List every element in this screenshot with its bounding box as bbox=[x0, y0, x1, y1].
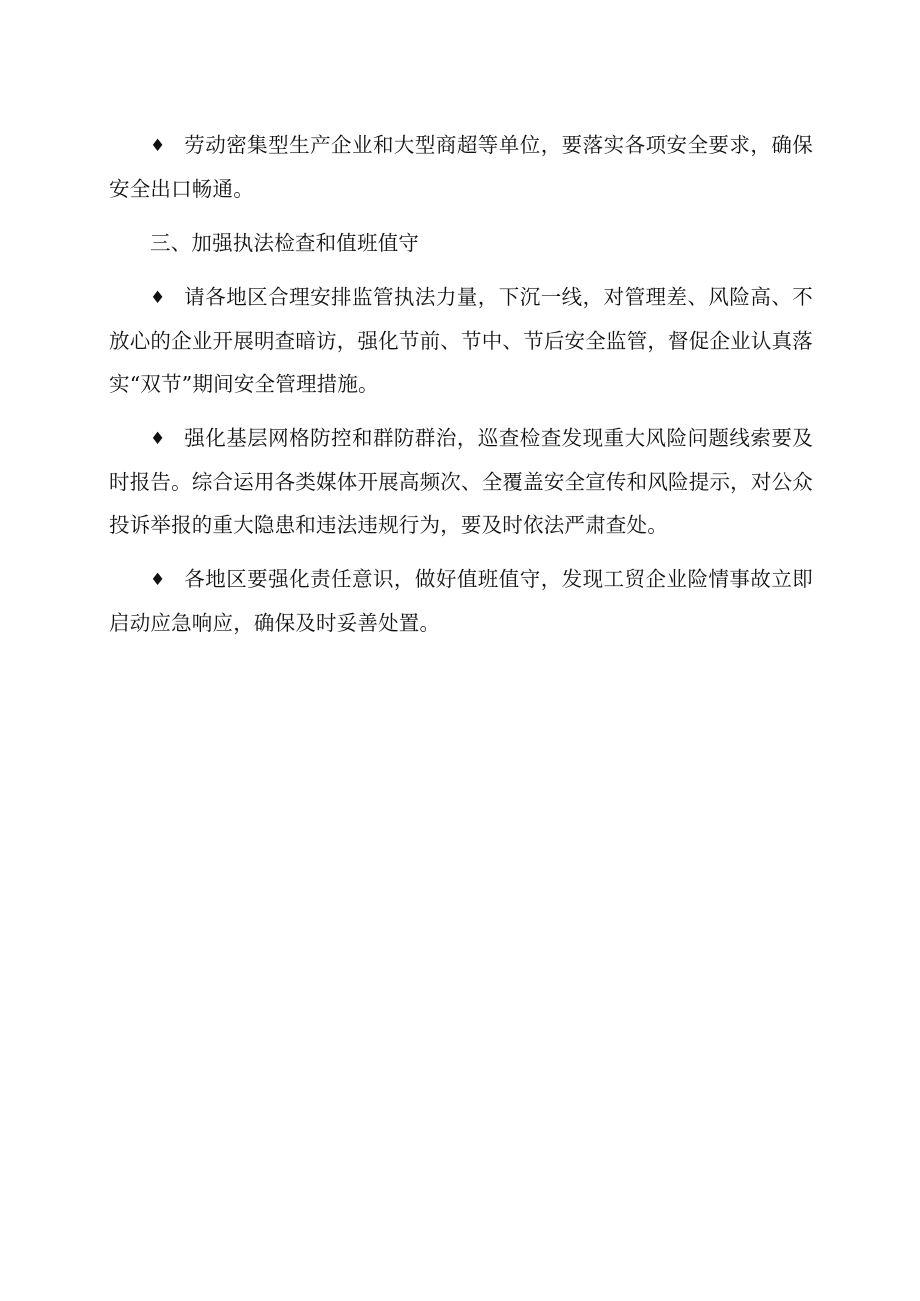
diamond-bullet-icon: ♦ bbox=[150, 429, 166, 449]
paragraph-text: 劳动密集型生产企业和大型商超等单位，要落实各项安全要求，确保安全出口畅通。 bbox=[109, 133, 813, 201]
bullet-paragraph-1 bbox=[109, 124, 813, 211]
diamond-bullet-icon: ♦ bbox=[150, 570, 166, 590]
section-heading bbox=[109, 222, 813, 265]
diamond-bullet-icon: ♦ bbox=[150, 136, 166, 156]
section-heading-text: 三、加强执法检查和值班值守 bbox=[150, 231, 420, 255]
document-body bbox=[109, 124, 813, 645]
paragraph-text: 各地区要强化责任意识，做好值班值守，发现工贸企业险情事故立即启动应急响应，确保及时妥善处置。 bbox=[109, 567, 813, 635]
paragraph-text: 请各地区合理安排监管执法力量，下沉一线，对管理差、风险高、不放心的企业开展明查暗访，强化节前、节中、节后安全监管，督促企业认真落实“双节”期间安全管理措施。 bbox=[109, 285, 813, 396]
diamond-bullet-icon: ♦ bbox=[150, 288, 166, 308]
bullet-paragraph-2 bbox=[109, 276, 813, 406]
bullet-paragraph-3 bbox=[109, 417, 813, 547]
bullet-paragraph-4 bbox=[109, 558, 813, 645]
paragraph-text: 强化基层网格防控和群防群治，巡查检查发现重大风险问题线索要及时报告。综合运用各类媒体开展高频次、全覆盖安全宣传和风险提示，对公众投诉举报的重大隐患和违法违规行为，要及时依法严肃查处。 bbox=[109, 426, 813, 537]
